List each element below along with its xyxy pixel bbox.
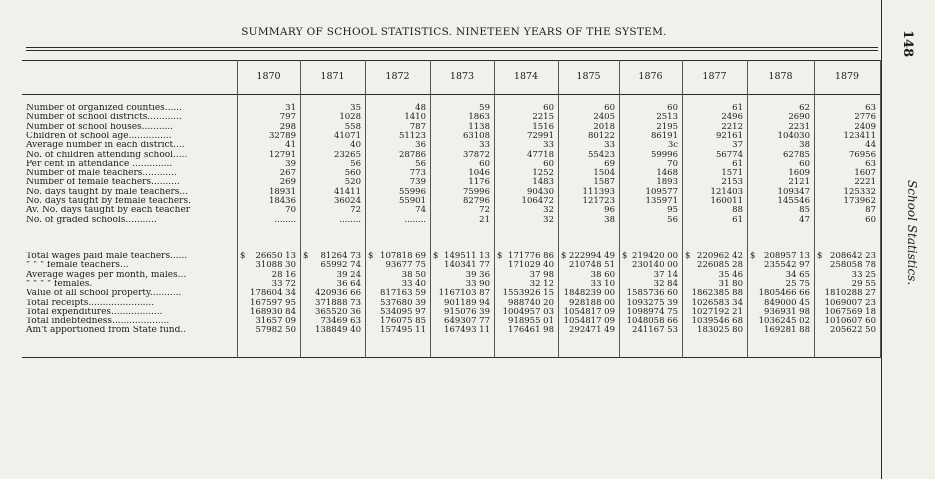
table-cell: 33	[479, 140, 490, 151]
table-cell: 2215	[532, 112, 554, 123]
table-cell: 773	[409, 168, 426, 179]
year-header: 1876	[638, 71, 663, 82]
table-cell: 76956	[848, 149, 876, 160]
table-cell: 1167103 87	[438, 288, 490, 299]
table-cell: 534095 97	[380, 306, 426, 317]
row-label: Number of female teachers..........	[26, 178, 180, 188]
table-cell: 1468	[656, 168, 678, 179]
table-cell: 230140 00	[632, 260, 678, 271]
row-label: Total indebtedness....................	[26, 317, 170, 327]
dollar-sign: $	[240, 251, 246, 261]
row-label: Per cent in attendance ..............	[26, 159, 173, 169]
table-cell: 1093275 39	[626, 297, 678, 308]
year-header: 1873	[449, 71, 475, 82]
table-cell: 1587	[593, 177, 615, 188]
table-cell: 72	[350, 205, 361, 216]
table-cell: 56	[667, 214, 678, 225]
table-cell: 2231	[788, 121, 810, 132]
top-rule-2	[26, 50, 878, 51]
row-label: " " " female teachers...	[26, 261, 129, 271]
row-label: Av. No. days taught by each teacher	[26, 206, 191, 216]
table-cell: 32 84	[653, 278, 678, 289]
table-cell: 23265	[333, 149, 361, 160]
table-cell: 31088 30	[255, 260, 296, 271]
table-cell: 2018	[593, 121, 615, 132]
table-cell: 183025 80	[697, 325, 743, 336]
table-cell: 41411	[333, 186, 361, 197]
row-label: Number of male teachers............	[26, 169, 177, 179]
running-side-title: School Statistics.	[905, 180, 919, 286]
table-cell: 59996	[650, 149, 678, 160]
table-cell: 96	[604, 205, 615, 216]
table-cell: 176461 98	[508, 325, 554, 336]
row-label: " " " " females.	[26, 279, 93, 289]
table-cell: 915076 39	[444, 306, 490, 317]
table-cell: 48	[415, 103, 426, 113]
table-cell: 1607	[854, 168, 876, 179]
table-cell: 1026583 34	[691, 297, 743, 308]
table-cell: 33 72	[271, 278, 296, 289]
table-cell: 1516	[532, 121, 554, 132]
table-cell: 1810288 27	[824, 288, 876, 299]
table-cell: 1504	[593, 168, 615, 179]
table-cell: 3c	[667, 140, 678, 151]
table-cell: 40	[350, 140, 361, 151]
table-cell: 817163 59	[380, 288, 426, 299]
table-cell: 26650 13	[255, 251, 296, 261]
table-cell: 135971	[645, 196, 678, 206]
table-cell: 41	[285, 140, 296, 151]
table-cell: 537680 39	[380, 297, 426, 308]
table-cell: 41071	[333, 130, 361, 141]
table-cell: 37	[732, 140, 743, 151]
table-cell: 171776 86	[508, 251, 554, 261]
table-cell: 1048058 66	[626, 316, 678, 327]
table-cell: 56	[350, 158, 361, 169]
table-cell: 18931	[268, 186, 296, 197]
row-label: Total expenditures..................	[26, 307, 163, 317]
table-cell: 241167 53	[632, 325, 678, 336]
table-cell: 936931 98	[764, 306, 810, 317]
table-cell: 38 60	[590, 269, 615, 280]
dollar-sign: $	[817, 251, 823, 261]
table-cell: ........	[404, 214, 426, 225]
table-cell: 1176	[468, 177, 490, 188]
table-cell: 208957 13	[764, 251, 810, 261]
dollar-sign: $	[433, 251, 439, 261]
table-cell: 18436	[268, 196, 296, 206]
table-cell: 32789	[268, 130, 296, 141]
table-cell: 107818 69	[380, 251, 426, 261]
table-cell: 2121	[788, 177, 810, 188]
table-cell: 21	[479, 214, 490, 225]
table-cell: 1893	[656, 177, 678, 188]
table-cell: 60	[479, 158, 490, 169]
table-cell: 210748 51	[569, 260, 615, 271]
table-cell: 109577	[645, 186, 678, 197]
table-cell: 123411	[843, 130, 876, 141]
table-cell: 106472	[521, 196, 554, 206]
table-cell: 35 46	[718, 269, 743, 280]
table-cell: 60	[604, 103, 615, 113]
table-cell: 371888 73	[315, 297, 361, 308]
table-cell: ........	[274, 214, 296, 225]
table-cell: ........	[339, 214, 361, 225]
table-cell: 36	[415, 140, 426, 151]
table-cell: 235542 97	[764, 260, 810, 271]
table-cell: 47	[799, 214, 810, 225]
table-cell: 61	[732, 103, 743, 113]
table-cell: 33 90	[465, 278, 490, 289]
table-cell: 1483	[532, 177, 554, 188]
table-cell: 59	[479, 103, 490, 113]
table-cell: 39	[285, 158, 296, 169]
table-cell: 31	[285, 103, 296, 113]
table-cell: 420936 66	[315, 288, 361, 299]
table-cell: 178604 34	[250, 288, 296, 299]
table-cell: 72991	[526, 130, 554, 141]
table-cell: 1098974 75	[626, 306, 678, 317]
year-header: 1870	[256, 71, 281, 82]
year-header: 1871	[320, 71, 345, 82]
table-cell: 51123	[398, 130, 426, 141]
row-label: Number of school districts............	[26, 113, 182, 123]
table-cell: 1805466 66	[758, 288, 810, 299]
table-cell: 649307 77	[444, 316, 490, 327]
table-cell: 60	[543, 158, 554, 169]
table-cell: 44	[865, 140, 876, 151]
row-label: No. of graded schools...........	[26, 215, 157, 225]
table-cell: 849000 45	[764, 297, 810, 308]
table-cell: 90430	[526, 186, 554, 197]
table-cell: 1553926 15	[502, 288, 554, 299]
row-label: Value of all school property...........	[26, 289, 182, 299]
table-cell: 121723	[582, 196, 615, 206]
table-cell: 28 16	[271, 269, 296, 280]
table-cell: 70	[667, 158, 678, 169]
table-cell: 1571	[721, 168, 743, 179]
table-cell: 173962	[843, 196, 876, 206]
table-cell: 1027192 21	[691, 306, 743, 317]
table-cell: 988740 20	[508, 297, 554, 308]
table-cell: 38	[604, 214, 615, 225]
table-cell: 56	[415, 158, 426, 169]
row-label: Average number in each district....	[26, 141, 185, 151]
table-cell: 219420 00	[632, 251, 678, 261]
table-cell: 157495 11	[380, 325, 426, 336]
table-cell: 72	[479, 205, 490, 216]
table-cell: 28786	[398, 149, 426, 160]
table-cell: 1010607 60	[824, 316, 876, 327]
table-cell: 160011	[710, 196, 743, 206]
page-title: SUMMARY OF SCHOOL STATISTICS. NINETEEN YEARS OF THE SYSTEM.	[241, 26, 667, 38]
table-cell: 1585736 60	[626, 288, 678, 299]
table-cell: 37872	[462, 149, 490, 160]
table-cell: 63	[865, 158, 876, 169]
table-cell: 63	[865, 103, 876, 113]
table-cell: 560	[344, 168, 361, 179]
row-label: Number of school houses...........	[26, 122, 174, 132]
table-cell: 1848239 00	[563, 288, 615, 299]
table-cell: 928188 00	[569, 297, 615, 308]
table-cell: 55996	[398, 186, 426, 197]
page-number: 148	[900, 30, 915, 58]
table-cell: 75996	[462, 186, 490, 197]
table-cell: 63108	[462, 130, 490, 141]
table-cell: 258058 78	[830, 260, 876, 271]
row-label: Number of organized counties......	[26, 104, 182, 113]
table-cell: 87	[865, 205, 876, 216]
table-cell: 33	[604, 140, 615, 151]
year-header: 1872	[385, 71, 410, 82]
table-cell: 55901	[398, 196, 426, 206]
margin-rule	[881, 0, 882, 479]
table-cell: 149511 13	[444, 251, 490, 261]
table-cell: 61	[732, 158, 743, 169]
row-label: No. days taught by male teachers...	[26, 187, 189, 197]
dollar-sign: $	[368, 251, 374, 261]
table-cell: 1069007 23	[824, 297, 876, 308]
table-cell: 145546	[777, 196, 810, 206]
table-cell: 60	[667, 103, 678, 113]
row-label: Average wages per month, males...	[26, 270, 187, 280]
table-cell: 32 12	[529, 278, 554, 289]
table-cell: 82796	[462, 196, 490, 206]
table-cell: 92161	[715, 130, 743, 141]
table-cell: 208642 23	[830, 251, 876, 261]
table-cell: 918955 01	[508, 316, 554, 327]
table-cell: 56774	[715, 149, 743, 160]
row-label: No. of children attending school.....	[26, 150, 188, 160]
table-cell: 205622 50	[830, 325, 876, 336]
table-cell: 1054817 09	[563, 306, 615, 317]
table-cell: 37 14	[653, 269, 678, 280]
table-cell: 269	[279, 177, 296, 188]
table-cell: 60	[543, 103, 554, 113]
table-cell: 1036245 02	[758, 316, 810, 327]
table-cell: 2153	[721, 177, 743, 188]
table-cell: 73469 63	[320, 316, 361, 327]
table-cell: 797	[279, 112, 296, 123]
table-cell: 35	[350, 103, 361, 113]
table-cell: 2212	[721, 121, 743, 132]
table-cell: 2776	[854, 112, 876, 123]
table-cell: 38 50	[401, 269, 426, 280]
table-cell: 39 24	[336, 269, 361, 280]
table-cell: 176075 85	[380, 316, 426, 327]
dollar-sign: $	[303, 251, 309, 261]
table-cell: 1046	[468, 168, 490, 179]
header-bottom-rule	[22, 94, 880, 95]
table-cell: 33 10	[590, 278, 615, 289]
table-cell: 34 65	[785, 269, 810, 280]
table-cell: 80122	[587, 130, 615, 141]
table-cell: 62	[799, 103, 810, 113]
table-cell: 111393	[582, 186, 615, 197]
table-cell: 1004957 03	[502, 306, 554, 317]
table-cell: 60	[799, 158, 810, 169]
table-cell: 167493 11	[444, 325, 490, 336]
table-cell: 61	[732, 214, 743, 225]
table-cell: 57982 50	[255, 325, 296, 336]
dollar-sign: $	[750, 251, 756, 261]
table-cell: 69	[604, 158, 615, 169]
table-cell: 1054817 09	[563, 316, 615, 327]
table-cell: 36024	[333, 196, 361, 206]
table-cell: 220962 42	[697, 251, 743, 261]
table-cell: 1039546 68	[691, 316, 743, 327]
table-cell: 226085 28	[697, 260, 743, 271]
table-cell: 2690	[788, 112, 810, 123]
table-cell: 60	[865, 214, 876, 225]
table-cell: 2513	[656, 112, 678, 123]
table-cell: 2221	[854, 177, 876, 188]
table-cell: 901189 94	[444, 297, 490, 308]
table-cell: 85	[799, 205, 810, 216]
dollar-sign: $	[685, 251, 691, 261]
table-cell: 25 75	[785, 278, 810, 289]
table-cell: 1138	[468, 121, 490, 132]
table-cell: 37 98	[529, 269, 554, 280]
table-cell: 32	[543, 214, 554, 225]
table-cell: 222994 49	[569, 251, 615, 261]
year-header: 1877	[702, 71, 727, 82]
table-cell: 32	[543, 205, 554, 216]
table-cell: 81264 73	[320, 251, 361, 261]
row-label: No. days taught by female teachers.	[26, 197, 191, 206]
table-cell: 787	[409, 121, 426, 132]
table-bottom-rule	[22, 357, 880, 358]
table-cell: 2405	[593, 112, 615, 123]
row-label: Total wages paid male teachers......	[26, 252, 188, 261]
table-cell: 140341 77	[444, 260, 490, 271]
year-header: 1874	[513, 71, 539, 82]
table-cell: 70	[285, 205, 296, 216]
table-cell: 2409	[854, 121, 876, 132]
table-cell: 95	[667, 205, 678, 216]
table-cell: 2195	[656, 121, 678, 132]
table-cell: 33	[543, 140, 554, 151]
table-cell: 298	[279, 121, 296, 132]
year-header: 1879	[834, 71, 860, 82]
table-cell: 1410	[404, 112, 426, 123]
table-cell: 29 55	[851, 278, 876, 289]
dollar-sign: $	[561, 251, 567, 261]
table-cell: 47718	[526, 149, 554, 160]
table-cell: 121403	[710, 186, 743, 197]
table-cell: 125332	[843, 186, 876, 197]
table-cell: 38	[799, 140, 810, 151]
table-cell: 31 80	[718, 278, 743, 289]
dollar-sign: $	[622, 251, 628, 261]
table-cell: 739	[409, 177, 426, 188]
table-cell: 169281 88	[764, 325, 810, 336]
table-cell: 365520 36	[315, 306, 361, 317]
top-rule	[26, 47, 878, 48]
table-cell: 1028	[339, 112, 361, 123]
table-cell: 33 40	[401, 278, 426, 289]
table-cell: 558	[344, 121, 361, 132]
table-cell: 86191	[650, 130, 678, 141]
table-cell: 62785	[782, 149, 810, 160]
table-cell: 171029 40	[508, 260, 554, 271]
table-cell: 138849 40	[315, 325, 361, 336]
table-cell: 1067569 18	[824, 306, 876, 317]
table-cell: 167597 95	[250, 297, 296, 308]
row-label: Am't apportioned from State fund..	[26, 326, 187, 336]
table-cell: 93677 75	[385, 260, 426, 271]
table-cell: 267	[279, 168, 296, 179]
table-cell: 104030	[777, 130, 810, 141]
table-cell: 88	[732, 205, 743, 216]
table-cell: 292471 49	[569, 325, 615, 336]
year-header: 1875	[576, 71, 601, 82]
table-cell: 36 64	[336, 278, 361, 289]
row-label: Total receipts.......................	[26, 298, 155, 308]
dollar-sign: $	[497, 251, 503, 261]
table-cell: 33 25	[851, 269, 876, 280]
row-label: Children of school age...............	[26, 131, 172, 141]
table-cell: 1252	[532, 168, 554, 179]
table-cell: 109347	[777, 186, 810, 197]
table-cell: 74	[415, 205, 426, 216]
table-cell: 39 36	[465, 269, 490, 280]
table-cell: 1863	[468, 112, 490, 123]
table-cell: 12791	[268, 149, 296, 160]
table-cell: 1609	[788, 168, 810, 179]
table-cell: 2496	[721, 112, 743, 123]
table-cell: 65992 74	[320, 260, 361, 271]
table-cell: 1862385 88	[691, 288, 743, 299]
table-cell: 55423	[587, 149, 615, 160]
year-header: 1878	[768, 71, 793, 82]
table-cell: 168930 84	[250, 306, 296, 317]
table-cell: 520	[344, 177, 361, 188]
table-cell: 31657 09	[255, 316, 296, 327]
